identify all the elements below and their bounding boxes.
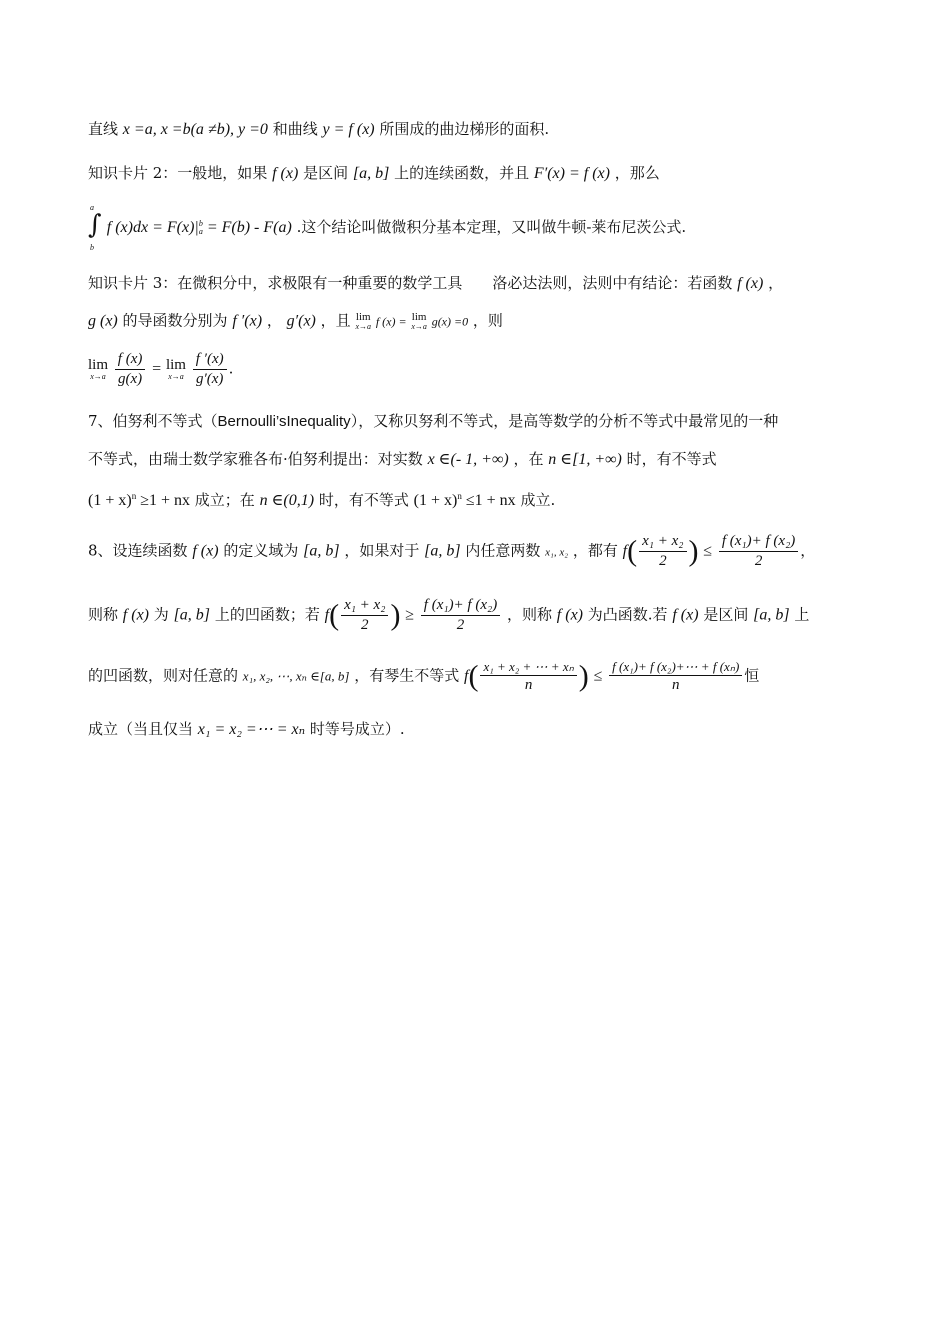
math-rhs: ≤1 + nx	[461, 492, 516, 509]
exponent: n	[131, 491, 137, 501]
text: 是区间	[303, 164, 349, 182]
denominator: 2	[754, 553, 763, 569]
denominator: 2	[456, 617, 465, 633]
fundamental-theorem-line	[88, 203, 687, 252]
math-points: x₁, x₂, ⋯, xₙ ∈[a, b]	[242, 668, 350, 684]
lhopital-condition	[88, 312, 503, 331]
text: 时，有不等式	[626, 450, 717, 468]
math-fx: f (x)	[122, 606, 149, 624]
numerator: x₁ + x₂	[639, 534, 686, 552]
jensen-inequality	[88, 660, 759, 693]
knowledge-card-2	[88, 166, 660, 182]
math-equality: x₁ = x₂ =⋯ = xₙ	[197, 721, 306, 738]
integral-symbol: ∫	[88, 210, 102, 240]
text: 知识卡片 2：一般地，如果	[88, 164, 268, 182]
math-gprime: g′(x)	[286, 312, 316, 330]
text: ，都有	[572, 541, 618, 560]
math-base: (1 + x)	[413, 492, 458, 509]
math-f: f	[324, 606, 330, 624]
math-base: (1 + x)	[88, 492, 132, 509]
text: 成立.	[520, 491, 556, 509]
math-fx: f (x)	[192, 542, 219, 560]
numerator: f ′(x)	[193, 352, 227, 370]
text: ，那么	[614, 164, 660, 182]
lim-subscript: x→a	[411, 322, 427, 331]
math-x-range: x ∈(- 1, +∞)	[427, 451, 509, 468]
le-sign: ≤	[593, 667, 603, 685]
math-curve: y = f (x)	[322, 121, 375, 138]
numerator: x₁ + x₂ + ⋯ + xₙ	[480, 660, 576, 676]
integral-lower-limit: b	[90, 243, 94, 252]
math-integral-expr: f (x)dx = F(x)|	[106, 219, 199, 236]
text: ，且	[320, 311, 351, 330]
text: 上	[794, 605, 810, 624]
text: ，在	[513, 450, 544, 468]
math-rhs: ≥1 + nx	[136, 492, 190, 509]
denominator: 2	[659, 553, 667, 569]
text: 时，有不等式	[318, 491, 409, 509]
math-interval: [a, b]	[173, 606, 211, 624]
text: 是区间	[703, 605, 749, 624]
math-fprime: f ′(x)	[232, 312, 263, 330]
math-interval: [a, b]	[352, 165, 390, 182]
integral-sign	[88, 203, 102, 252]
bernoulli-name: Bernoulli’sInequality	[217, 413, 351, 430]
denominator: 2	[361, 617, 369, 633]
text: ，	[768, 274, 784, 292]
text: 上的凹函数；若	[214, 605, 320, 624]
math-result: = F(b) - F(a)	[202, 219, 292, 236]
fraction-mean-values	[719, 534, 798, 569]
period: .	[228, 359, 234, 378]
knowledge-card-3	[88, 276, 783, 292]
lim-label: lim	[165, 357, 186, 373]
lim-subscript: x→a	[90, 372, 106, 381]
fraction-f-over-g	[115, 352, 146, 387]
text: .这个结论叫做微积分基本定理，又叫做牛顿-莱布尼茨公式.	[296, 218, 687, 236]
lim-label: lim	[355, 311, 371, 323]
text: ，则称	[507, 605, 553, 624]
text: 为凸函数.若	[587, 605, 668, 624]
text: 为	[153, 605, 169, 624]
denominator: g′(x)	[195, 371, 224, 387]
le-sign: ≤	[703, 542, 713, 560]
text: 所围成的曲边梯形的面积.	[379, 120, 550, 138]
math-fx: f (x)	[737, 275, 764, 292]
bernoulli-intro	[88, 414, 778, 429]
limit-f	[355, 312, 371, 331]
text: ，则	[472, 311, 503, 330]
right-paren: )	[578, 659, 589, 693]
text: 直线	[88, 120, 119, 138]
math-interval: [a, b]	[424, 542, 461, 560]
right-paren: )	[390, 598, 401, 632]
eval-lower: a	[198, 227, 203, 236]
math-interval: [a, b]	[753, 606, 790, 624]
text: ，	[800, 541, 816, 560]
math-f: f	[463, 667, 469, 685]
math-fx: f (x)	[272, 165, 299, 182]
paragraph-area-definition	[88, 122, 549, 138]
math-gx-limit: g(x) =0	[431, 314, 469, 329]
lhopital-rule	[88, 352, 233, 387]
numerator: x₁ + x₂	[341, 598, 388, 616]
math-x1-x2: x₁, x₂	[545, 546, 569, 559]
eval-upper: b	[198, 219, 203, 228]
equals: =	[152, 360, 162, 378]
ge-sign: ≥	[405, 606, 414, 624]
integral-upper-limit: a	[90, 203, 94, 212]
text: 时等号成立）.	[309, 720, 405, 738]
text: 成立；在	[194, 491, 255, 509]
numerator: f (x₁)+ f (x₂)	[719, 534, 798, 552]
left-paren: (	[468, 659, 479, 693]
bernoulli-inequalities	[88, 492, 555, 509]
text: 8、设连续函数	[88, 541, 188, 560]
fraction-mean	[480, 660, 576, 693]
math-fx-limit: f (x) =	[375, 314, 407, 329]
concave-definition	[88, 534, 815, 569]
text: ），又称贝努利不等式，是高等数学的分析不等式中最常见的一种	[350, 412, 779, 430]
text: 恒	[744, 666, 760, 685]
fraction-mean-values	[421, 598, 500, 633]
text: 的凹函数，则对任意的	[88, 666, 239, 685]
exponent: n	[457, 491, 462, 501]
math-n-range: n ∈[1, +∞)	[548, 451, 622, 468]
lim-subscript: x→a	[168, 372, 184, 381]
math-interval: [a, b]	[303, 542, 340, 560]
text: 上的连续函数，并且	[394, 164, 530, 182]
convex-definition	[88, 598, 809, 633]
text: ，	[266, 311, 282, 330]
right-paren: )	[688, 534, 699, 568]
left-paren: (	[627, 534, 638, 568]
equality-condition	[88, 722, 405, 738]
bernoulli-condition	[88, 452, 717, 468]
math-gx: g (x)	[88, 312, 118, 330]
denominator: n	[524, 677, 533, 693]
numerator: f (x₁)+ f (x₂)+⋯ + f (xₙ)	[609, 660, 742, 676]
limit-g	[411, 312, 427, 331]
text: 知识卡片 3：在微积分中，求极限有一种重要的数学工具 洛必达法则，法则中有结论：若函数	[88, 274, 733, 292]
text: ，有琴生不等式	[354, 666, 460, 685]
denominator: g(x)	[118, 371, 143, 387]
text: 7、伯努利不等式（	[88, 412, 218, 430]
text: 成立（当且仅当	[88, 720, 194, 738]
math-n-range: n ∈(0,1)	[259, 492, 315, 509]
numerator: f (x₁)+ f (x₂)	[421, 598, 500, 616]
left-paren: (	[329, 598, 340, 632]
text: 则称	[88, 605, 119, 624]
math-bounds: x =a, x =b(a ≠b), y =0	[122, 121, 268, 138]
text: 不等式，由瑞士数学家雅各布·伯努利提出：对实数	[88, 450, 423, 468]
text: 内任意两数	[465, 541, 541, 560]
limit-right	[166, 358, 186, 381]
text: 的定义域为	[223, 541, 299, 560]
lim-subscript: x→a	[355, 322, 372, 331]
math-derivative: F′(x) = f (x)	[533, 165, 610, 182]
fraction-mean-values	[609, 660, 742, 693]
fraction-fprime-over-gprime	[193, 352, 227, 387]
numerator: f (x)	[115, 352, 146, 370]
lim-label: lim	[88, 357, 109, 373]
math-f: f	[622, 542, 628, 560]
text: 的导函数分别为	[122, 311, 228, 330]
fraction-mean	[639, 534, 686, 569]
lim-label: lim	[411, 311, 427, 323]
limit-left	[88, 358, 108, 381]
math-fx: f (x)	[556, 606, 583, 624]
fraction-mean	[341, 598, 388, 633]
denominator: n	[671, 677, 680, 693]
text: ，如果对于	[344, 541, 420, 560]
math-fx: f (x)	[672, 606, 699, 624]
text: 和曲线	[272, 120, 318, 138]
